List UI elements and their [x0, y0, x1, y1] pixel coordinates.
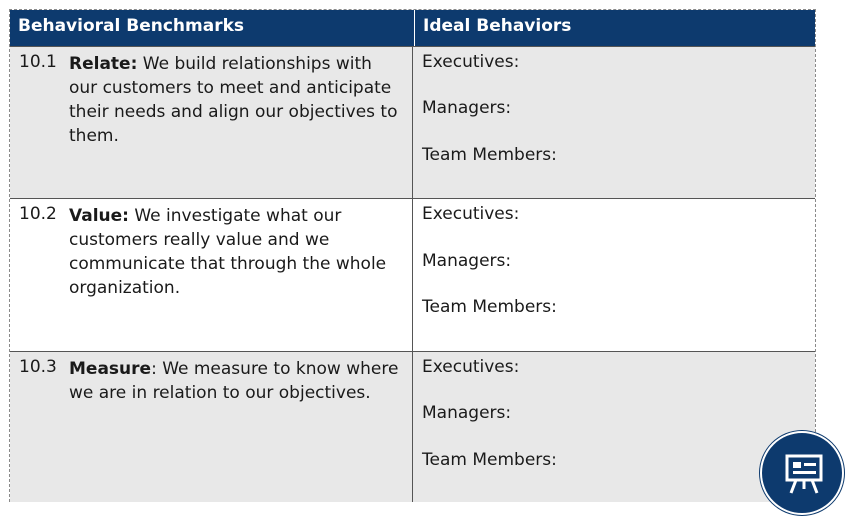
benchmark-text: : We measure to know where we are in relation to our objectives. — [69, 359, 399, 403]
behaviors-cell — [413, 47, 815, 199]
benchmark-term: Measure — [69, 359, 152, 379]
benchmark-number: 10.3 — [19, 357, 57, 377]
benchmark-cell — [10, 47, 413, 199]
behavior-managers: Managers: — [422, 251, 512, 271]
benchmark-term: Relate: — [69, 54, 138, 74]
benchmark-cell — [10, 352, 413, 502]
table-header — [10, 10, 815, 46]
benchmark-text: We investigate what our customers really value and we communicate that through the whole organization. — [69, 206, 387, 298]
benchmark-number: 10.1 — [19, 52, 57, 72]
header-ideal-behaviors: Ideal Behaviors — [414, 10, 815, 46]
behaviors-cell — [413, 352, 815, 502]
table-row — [10, 46, 815, 199]
benchmark-cell — [10, 199, 413, 352]
benchmark-number: 10.2 — [19, 204, 57, 224]
behavior-managers: Managers: — [422, 403, 512, 423]
presentation-badge[interactable] — [760, 431, 844, 515]
behavior-team-members: Team Members: — [422, 145, 557, 165]
benchmark-text: We build relationships with our customers to meet and anticipate their needs and align our objectives to them. — [69, 54, 398, 146]
header-behavioral-benchmarks: Behavioral Benchmarks — [18, 16, 245, 36]
benchmark-term: Value: — [69, 206, 129, 226]
behavior-executives: Executives: — [422, 357, 520, 377]
behavior-managers: Managers: — [422, 98, 512, 118]
table-row — [10, 198, 815, 352]
behaviors-cell — [413, 199, 815, 352]
benchmark-description — [69, 204, 405, 300]
behavior-executives: Executives: — [422, 204, 520, 224]
behavior-team-members: Team Members: — [422, 450, 557, 470]
benchmark-description — [69, 52, 405, 148]
behavior-team-members: Team Members: — [422, 297, 557, 317]
table-row — [10, 351, 815, 502]
presentation-board-icon — [784, 453, 824, 495]
benchmark-description — [69, 357, 405, 405]
behavior-executives: Executives: — [422, 52, 520, 72]
benchmarks-table — [9, 9, 816, 502]
